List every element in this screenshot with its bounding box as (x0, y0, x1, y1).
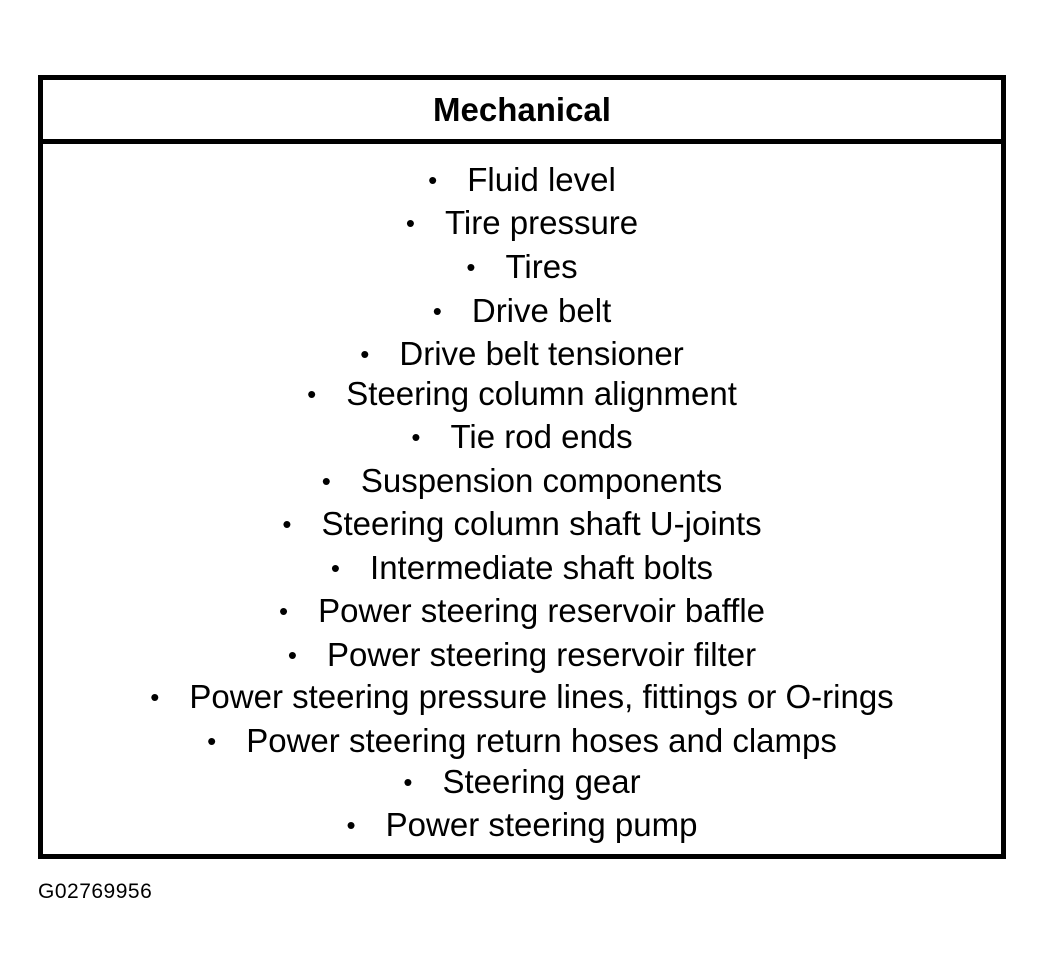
list-item (43, 249, 1001, 285)
list-item (43, 637, 1001, 673)
list-item (43, 593, 1001, 629)
bullet-icon: • (330, 553, 341, 583)
list-item (43, 550, 1001, 586)
list-item (43, 162, 1001, 198)
bullet-icon: • (321, 466, 331, 496)
list-item-label: Power steering pump (385, 806, 698, 843)
list-item (43, 807, 1001, 843)
list-item (43, 293, 1001, 329)
list-item-label: Drive belt (471, 292, 612, 329)
checklist-items (43, 144, 1001, 854)
mechanical-checklist-table (38, 75, 1006, 859)
bullet-icon: • (278, 596, 289, 626)
list-item (43, 376, 1001, 412)
bullet-icon: • (411, 422, 421, 452)
bullet-icon: • (150, 682, 160, 712)
bullet-icon: • (307, 379, 317, 409)
list-item (43, 205, 1001, 241)
list-item (43, 506, 1001, 542)
list-item (43, 336, 1001, 372)
bullet-icon: • (207, 726, 217, 756)
bullet-icon: • (432, 296, 442, 326)
list-item-label: Suspension components (360, 462, 723, 499)
list-item (43, 419, 1001, 455)
list-item-label: Power steering reservoir baffle (318, 592, 766, 629)
bullet-icon: • (360, 339, 370, 369)
list-item-label: Power steering pressure lines, fittings or O-rings (189, 678, 894, 715)
list-item-label: Steering column shaft U-joints (321, 505, 762, 542)
bullet-icon: • (466, 252, 476, 282)
bullet-icon: • (346, 810, 356, 840)
list-item-label: Steering column alignment (346, 375, 737, 412)
table-header: Mechanical (43, 80, 1001, 144)
list-item (43, 679, 1001, 715)
bullet-icon: • (405, 208, 415, 238)
bullet-icon: • (428, 165, 438, 195)
list-item-label: Power steering reservoir filter (326, 636, 757, 673)
list-item (43, 463, 1001, 499)
list-item-label: Fluid level (467, 161, 616, 198)
bullet-icon: • (403, 767, 413, 797)
list-item-label: Intermediate shaft bolts (370, 549, 714, 586)
bullet-icon: • (287, 640, 297, 670)
list-item-label: Tire pressure (444, 204, 639, 241)
list-item-label: Drive belt tensioner (399, 335, 684, 372)
bullet-icon: • (282, 509, 292, 539)
list-item (43, 764, 1001, 800)
figure-id: G02769956 (38, 880, 153, 903)
list-item-label: Tie rod ends (450, 418, 633, 455)
list-item (43, 723, 1001, 759)
list-item-label: Steering gear (442, 763, 641, 800)
list-item-label: Power steering return hoses and clamps (246, 722, 837, 759)
list-item-label: Tires (505, 248, 578, 285)
